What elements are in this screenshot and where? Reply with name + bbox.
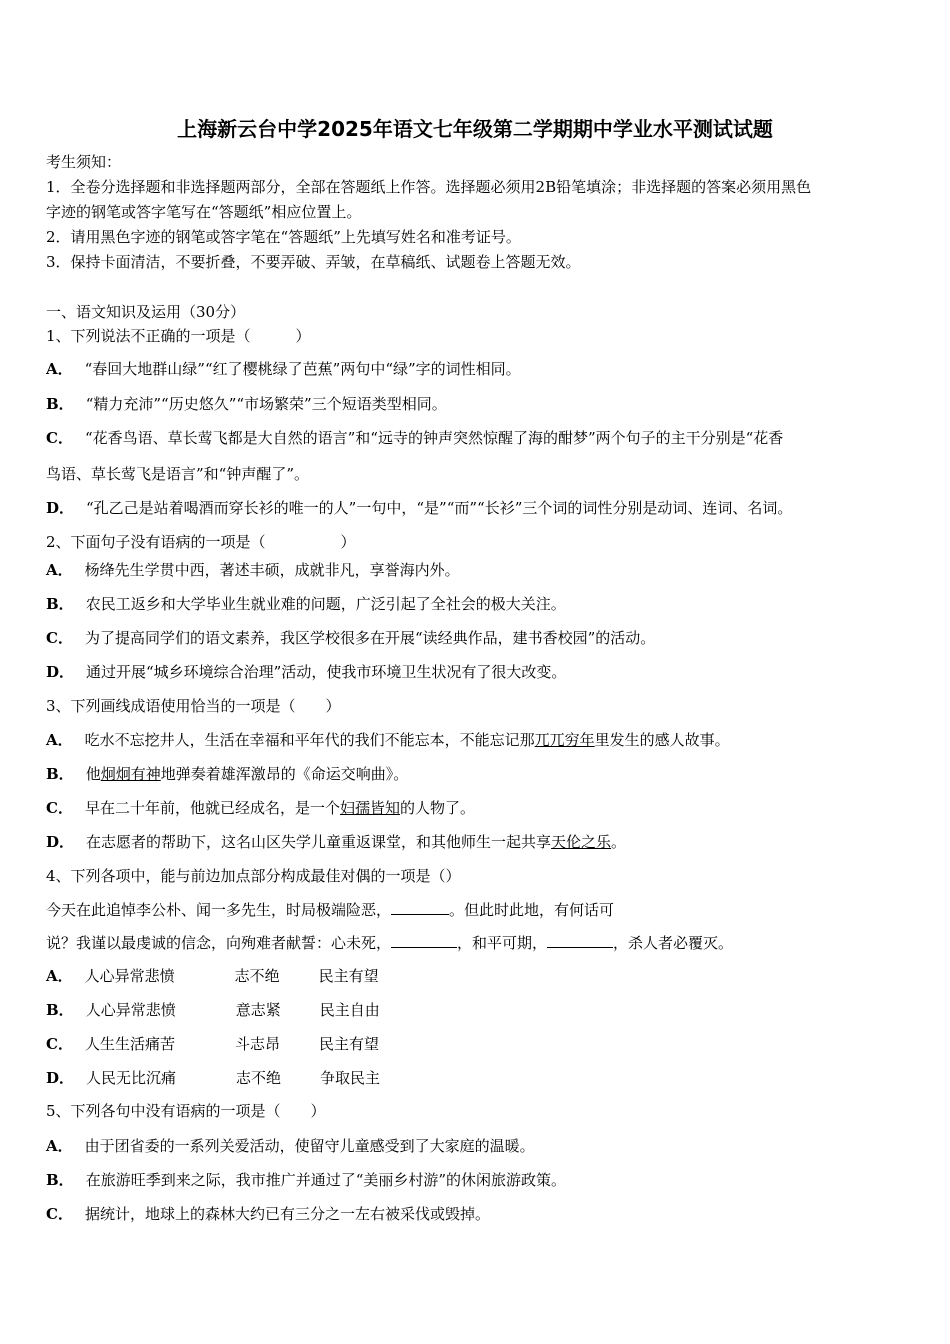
option-choice: 人心异常悲愤 (85, 1001, 176, 1019)
q4-option-a (46, 966, 379, 986)
q1-option-c-cont: 鸟语、草长莺飞是语言”和“钟声醒了”。 (46, 465, 310, 483)
option-text: 在旅游旺季到来之际，我市推广并通过了“美丽乡村游”的休闲旅游政策。 (85, 1171, 567, 1189)
option-choice: 争取民主 (320, 1069, 381, 1087)
option-choice: 民主自由 (319, 1001, 380, 1019)
q1-option-d (46, 498, 792, 518)
option-label: C． (46, 1035, 73, 1053)
option-label: B． (46, 1171, 74, 1189)
passage-text: 。但此时此地，有何话可 (449, 901, 615, 919)
option-label: C． (46, 629, 73, 647)
passage-text: 今天在此追悼李公朴、闻一多先生，时局极端险恶， (46, 901, 392, 919)
q4-passage-line (46, 933, 733, 953)
option-text: 吃水不忘挖井人，生活在幸福和平年代的我们不能忘本，不能忘记那 (84, 731, 535, 749)
q2-option-d (46, 662, 566, 682)
option-text: 农民工返乡和大学毕业生就业难的问题，广泛引起了全社会的极大关注。 (85, 595, 566, 613)
option-text: 由于团省委的一系列关爱活动，使留守儿童感受到了大家庭的温暖。 (84, 1137, 535, 1155)
option-text: 的人物了。 (399, 799, 475, 817)
option-text: “孔乙己是站着喝酒而穿长衫的唯一的人”一句中，“是”“而”“长衫”三个词的词性分别是动词、连词、名词。 (86, 499, 793, 517)
option-text: 为了提高同学们的语文素养，我区学校很多在开展“读经典作品，建书香校园”的活动。 (84, 629, 656, 647)
underlined-idiom: 兀兀穷年 (534, 731, 595, 749)
notice-item: 字迹的钢笔或答字笔写在“答题纸”相应位置上。 (46, 203, 362, 221)
q5-option-b (46, 1170, 566, 1190)
notice-heading: 考生须知： (46, 153, 122, 171)
option-label: D． (46, 833, 75, 851)
underlined-idiom: 天伦之乐 (551, 833, 612, 851)
option-choice: 民主有望 (318, 1035, 379, 1053)
option-label: C． (46, 429, 73, 447)
q2-stem: 2、下面句子没有语病的一项是（ ） (46, 533, 356, 551)
q4-passage-line (46, 900, 614, 920)
notice-item: 3．保持卡面清洁，不要折叠，不要弄破、弄皱，在草稿纸、试题卷上答题无效。 (46, 253, 581, 271)
q2-option-c (46, 628, 655, 648)
option-choice: 人民无比沉痛 (86, 1069, 177, 1087)
option-choice: 意志紧 (235, 1001, 281, 1019)
option-text: 在志愿者的帮助下，这名山区失学儿童重返课堂，和其他师生一起共享 (86, 833, 552, 851)
option-choice: 人心异常悲愤 (84, 967, 175, 985)
option-text: 。 (611, 833, 627, 851)
option-choice: 志不绝 (236, 1069, 282, 1087)
option-label: D． (46, 499, 75, 517)
underlined-idiom: 炯炯有神 (100, 765, 161, 783)
option-label: A． (46, 1137, 73, 1155)
passage-text: 说？我谨以最虔诚的信念，向殉难者献誓：心未死， (46, 934, 392, 952)
q4-stem: 4、下列各项中，能与前边加点部分构成最佳对偶的一项是（） (46, 867, 461, 885)
passage-text: ，杀人者必覆灭。 (613, 934, 734, 952)
option-choice: 人生生活痛苦 (84, 1035, 175, 1053)
option-choice: 民主有望 (318, 967, 379, 985)
q4-option-b (46, 1000, 380, 1020)
q3-option-c (46, 798, 475, 818)
q2-option-b (46, 594, 566, 614)
option-label: A． (46, 967, 73, 985)
option-text: 里发生的感人故事。 (594, 731, 730, 749)
option-label: A． (46, 731, 73, 749)
q5-option-a (46, 1136, 535, 1156)
section-heading: 一、语文知识及运用（30分） (46, 303, 246, 321)
q3-option-b (46, 764, 408, 784)
q1-option-b (46, 394, 447, 414)
passage-text: ，和平可期， (457, 934, 548, 952)
option-choice: 斗志昂 (234, 1035, 280, 1053)
notice-item: 1．全卷分选择题和非选择题两部分，全部在答题纸上作答。选择题必须用2B铅笔填涂；非选择题的答案必须用黑色 (46, 178, 812, 196)
underlined-idiom: 妇孺皆知 (339, 799, 400, 817)
q5-stem: 5、下列各句中没有语病的一项是（ ） (46, 1102, 326, 1120)
option-label: B． (46, 395, 74, 413)
option-label: B． (46, 765, 74, 783)
option-text: 通过开展“城乡环境综合治理”活动，使我市环境卫生状况有了很大改变。 (86, 663, 567, 681)
option-label: A． (46, 360, 73, 378)
option-label: B． (46, 1001, 74, 1019)
option-label: D． (46, 663, 75, 681)
option-label: B． (46, 595, 74, 613)
q4-option-c (46, 1034, 379, 1054)
q3-option-a (46, 730, 730, 750)
option-text: 杨绛先生学贯中西，著述丰硕，成就非凡，享誉海内外。 (84, 561, 460, 579)
q3-option-d (46, 832, 626, 852)
option-label: D． (46, 1069, 75, 1087)
option-text: 地弹奏着雄浑激昂的《命运交响曲》。 (160, 765, 409, 783)
q5-option-c (46, 1204, 490, 1224)
q1-option-c (46, 428, 783, 448)
option-text: 早在二十年前，他就已经成名，是一个 (84, 799, 340, 817)
q1-option-a (46, 359, 521, 379)
q1-stem: 1、下列说法不正确的一项是（ ） (46, 327, 311, 345)
q4-option-d (46, 1068, 380, 1088)
fill-blank (391, 900, 449, 915)
option-text: “精力充沛”“历史悠久”“市场繁荣”三个短语类型相同。 (85, 395, 447, 413)
q2-option-a (46, 560, 460, 580)
fill-blank (391, 933, 457, 948)
option-text: “春回大地群山绿”“红了樱桃绿了芭蕉”两句中“绿”字的词性相同。 (84, 360, 521, 378)
page-title: 上海新云台中学2025年语文七年级第二学期期中学业水平测试试题 (177, 117, 773, 141)
option-text: “花香鸟语、草长莺飞都是大自然的语言”和“远寺的钟声突然惊醒了海的酣梦”两个句子的主干分别是“花香 (84, 429, 784, 447)
option-choice: 志不绝 (234, 967, 280, 985)
q3-stem: 3、下列画线成语使用恰当的一项是（ ） (46, 697, 341, 715)
option-text: 据统计，地球上的森林大约已有三分之一左右被采伐或毁掉。 (84, 1205, 490, 1223)
option-label: C． (46, 1205, 73, 1223)
option-label: C． (46, 799, 73, 817)
fill-blank (547, 933, 613, 948)
option-text: 他 (85, 765, 101, 783)
option-label: A． (46, 561, 73, 579)
notice-item: 2．请用黑色字迹的钢笔或答字笔在“答题纸”上先填写姓名和准考证号。 (46, 228, 521, 246)
